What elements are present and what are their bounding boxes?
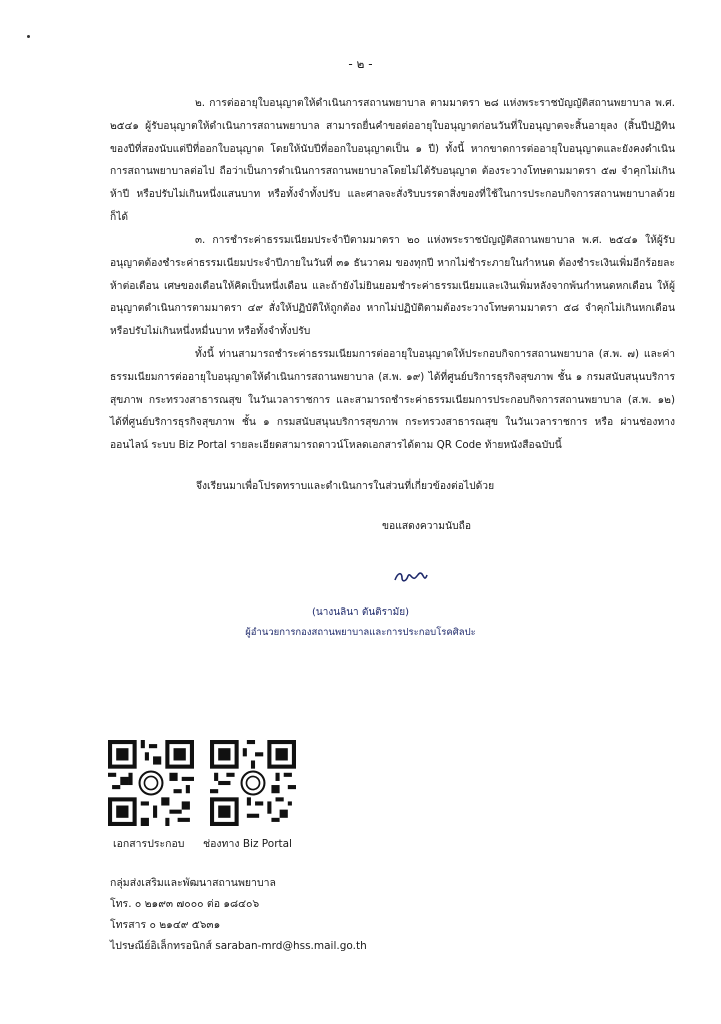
- footer-fax: โทรสาร ๐ ๒๑๔๙ ๕๖๓๑: [110, 919, 221, 931]
- qr-label-biz-portal: ช่องทาง Biz Portal: [203, 838, 292, 850]
- footer-email[interactable]: ไปรษณีย์อิเล็กทรอนิกส์ saraban-mrd@hss.mail.go.th: [110, 940, 367, 952]
- footer-phone: โทร. ๐ ๒๑๙๓ ๗๐๐๐ ต่อ ๑๘๔๐๖: [110, 898, 260, 910]
- paragraph-payment-channels: ทั้งนี้ ท่านสามารถชำระค่าธรรมเนียมการต่ออายุใบอนุญาตให้ประกอบกิจการสถานพยาบาล (ส.พ. ๗) และค่าธรรมเนียมการต่ออายุใบอนุญาตให้ดำเนินการสถานพยาบาล (ส.พ. ๑๙) ได้ที่ศูนย์บริการธุรกิจสุขภาพ ชั้น ๑ กรมสนับสนุนบริการสุขภาพ กระทรวงสาธารณสุข ในวันเวลาราชการ และสามารถชำระค่าธรรมเนียมการประกอบกิจการสถานพยาบาล (ส.พ. ๑๒) ได้ที่ศูนย์บริการธุรกิจสุขภาพ ชั้น ๑ กรมสนับสนุนบริการสุขภาพ กระทรวงสาธารณสุข ในวันเวลาราชการ หรือ ผ่านช่องทางออนไลน์ ระบบ Biz Portal รายละเอียดสามารถดาวน์โหลดเอกสารได้ตาม QR Code ท้ายหนังสือฉบับนี้: [110, 348, 675, 452]
- letter-body-fees: [110, 229, 675, 343]
- signer-name: (นางนลินา ตันติรามัย): [312, 607, 409, 618]
- signer-title: ผู้อำนวยการกองสถานพยาบาลและการประกอบโรคศิลปะ: [245, 627, 476, 638]
- contact-footer: [110, 873, 367, 957]
- qr-label-documents: เอกสารประกอบ: [113, 838, 185, 850]
- letter-body: [110, 92, 675, 229]
- paragraph-license-renewal: ๒. การต่ออายุใบอนุญาตให้ดำเนินการสถานพยาบาล ตามมาตรา ๒๘ แห่งพระราชบัญญัติสถานพยาบาล พ.ศ. ๒๕๔๑ ผู้รับอนุญาตให้ดำเนินการสถานพยาบาล สามารถยื่นคำขอต่ออายุใบอนุญาตก่อนวันที่ใบอนุญาตจะสิ้นอายุลง (สิ้นปีปฏิทินของปีที่สองนับแต่ปีที่ออกใบอนุญาต โดยให้นับปีที่ออกใบอนุญาตเป็น ๑ ปี) ทั้งนี้ หากขาดการต่ออายุใบอนุญาตและยังคงดำเนินการสถานพยาบาลต่อไป ถือว่าเป็นการดำเนินการสถานพยาบาลโดยไม่ได้รับอนุญาต ต้องระวางโทษตามมาตรา ๕๗ จำคุกไม่เกินห้าปี หรือปรับไม่เกินหนึ่งแสนบาท หรือทั้งจำทั้งปรับ และศาลจะสั่งริบบรรดาสิ่งของที่ใช้ในการประกอบกิจการสถานพยาบาลด้วยก็ได้: [110, 97, 675, 223]
- signature-scrawl: [392, 566, 430, 586]
- footer-department: กลุ่มส่งเสริมและพัฒนาสถานพยาบาล: [110, 877, 276, 889]
- qr-code-documents[interactable]: [108, 740, 194, 826]
- paragraph-annual-fee: ๓. การชำระค่าธรรมเนียมประจำปีตามมาตรา ๒๐ แห่งพระราชบัญญัติสถานพยาบาล พ.ศ. ๒๕๔๑ ให้ผู้รับอนุญาตต้องชำระค่าธรรมเนียมประจำปีภายในวันที่ ๓๑ ธันวาคม ของทุกปี หากไม่ชำระภายในกำหนด ต้องชำระเงินเพิ่มอีกร้อยละห้าต่อเดือน เศษของเดือนให้คิดเป็นหนึ่งเดือน และถ้ายังไม่ยินยอมชำระค่าธรรมเนียมและเงินเพิ่มหลังจากพ้นกำหนดหกเดือน ให้ผู้อนุญาตดำเนินการตามมาตรา ๔๙ สั่งให้ปฏิบัติให้ถูกต้อง หากไม่ปฏิบัติตามต้องระวางโทษตามมาตรา ๕๘ จำคุกไม่เกินหกเดือน หรือปรับไม่เกินหนึ่งหมื่นบาท หรือทั้งจำทั้งปรับ: [110, 234, 675, 338]
- letter-body-payment: [110, 343, 675, 457]
- closing-line: จึงเรียนมาเพื่อโปรดทราบและดำเนินการในส่วนที่เกี่ยวข้องต่อไปด้วย: [196, 480, 495, 492]
- salutation: ขอแสดงความนับถือ: [382, 520, 472, 532]
- page-number: - ๒ -: [348, 57, 373, 71]
- scan-speck: [27, 35, 30, 38]
- qr-code-biz-portal[interactable]: [210, 740, 296, 826]
